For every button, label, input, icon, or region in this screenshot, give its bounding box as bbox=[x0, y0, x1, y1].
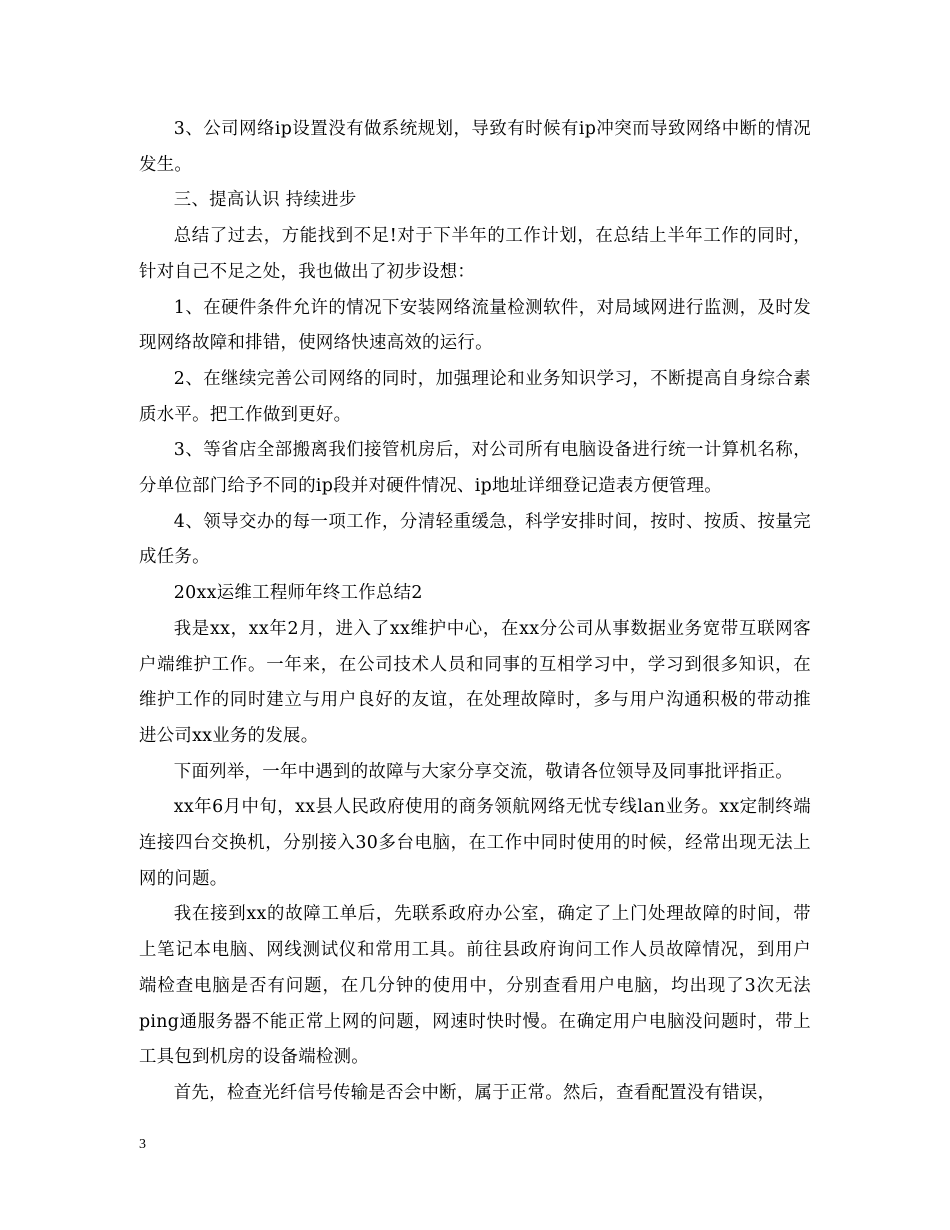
body-text bbox=[139, 112, 811, 1112]
document-subtitle: 20xx运维工程师年终工作总结2 bbox=[173, 583, 423, 604]
paragraph: 4、领导交办的每一项工作，分清轻重缓急，科学安排时间，按时、按质、按量完成任务。 bbox=[139, 511, 811, 568]
paragraph: 3、等省店全部搬离我们接管机房后，对公司所有电脑设备进行统一计算机名称，分单位部门给予不同的ip段并对硬件情况、ip地址详细登记造表方便管理。 bbox=[139, 440, 811, 497]
section-heading: 三、提高认识 持续进步 bbox=[173, 190, 357, 211]
paragraph: 下面列举，一年中遇到的故障与大家分享交流，敬请各位领导及同事批评指正。 bbox=[173, 761, 793, 782]
paragraph: 我在接到xx的故障工单后，先联系政府办公室，确定了上门处理故障的时间，带上笔记本电脑、网线测试仪和常用工具。前往县政府询问工作人员故障情况，到用户端检查电脑是否有问题，在几分钟的使用中，分别查看用户电脑，均出现了3次无法ping通服务器不能正常上网的问题，网速时快时慢。在确定用户电脑没问题时，带上工具包到机房的设备端检测。 bbox=[139, 904, 811, 1068]
paragraph: 2、在继续完善公司网络的同时，加强理论和业务知识学习，不断提高自身综合素质水平。把工作做到更好。 bbox=[139, 368, 811, 425]
paragraph: 首先，检查光纤信号传输是否会中断，属于正常。然后，查看配置没有错误， bbox=[173, 1082, 776, 1103]
paragraph: xx年6月中旬，xx县人民政府使用的商务领航网络无忧专线lan业务。xx定制终端连接四台交换机，分别接入30多台电脑，在工作中同时使用的时候，经常出现无法上网的问题。 bbox=[139, 797, 811, 889]
paragraph: 1、在硬件条件允许的情况下安装网络流量检测软件，对局域网进行监测，及时发现网络故障和排错，使网络快速高效的运行。 bbox=[139, 297, 811, 354]
paragraph: 我是xx，xx年2月，进入了xx维护中心，在xx分公司从事数据业务宽带互联网客户端维护工作。一年来，在公司技术人员和同事的互相学习中，学习到很多知识，在维护工作的同时建立与用户良好的友谊，在处理故障时，多与用户沟通积极的带动推进公司xx业务的发展。 bbox=[139, 618, 811, 746]
paragraph: 3、公司网络ip设置没有做系统规划，导致有时候有ip冲突而导致网络中断的情况发生。 bbox=[139, 119, 811, 175]
paragraph: 总结了过去，方能找到不足!对于下半年的工作计划，在总结上半年工作的同时，针对自己不足之处，我也做出了初步设想： bbox=[139, 226, 811, 282]
page-number: 3 bbox=[139, 1137, 146, 1152]
